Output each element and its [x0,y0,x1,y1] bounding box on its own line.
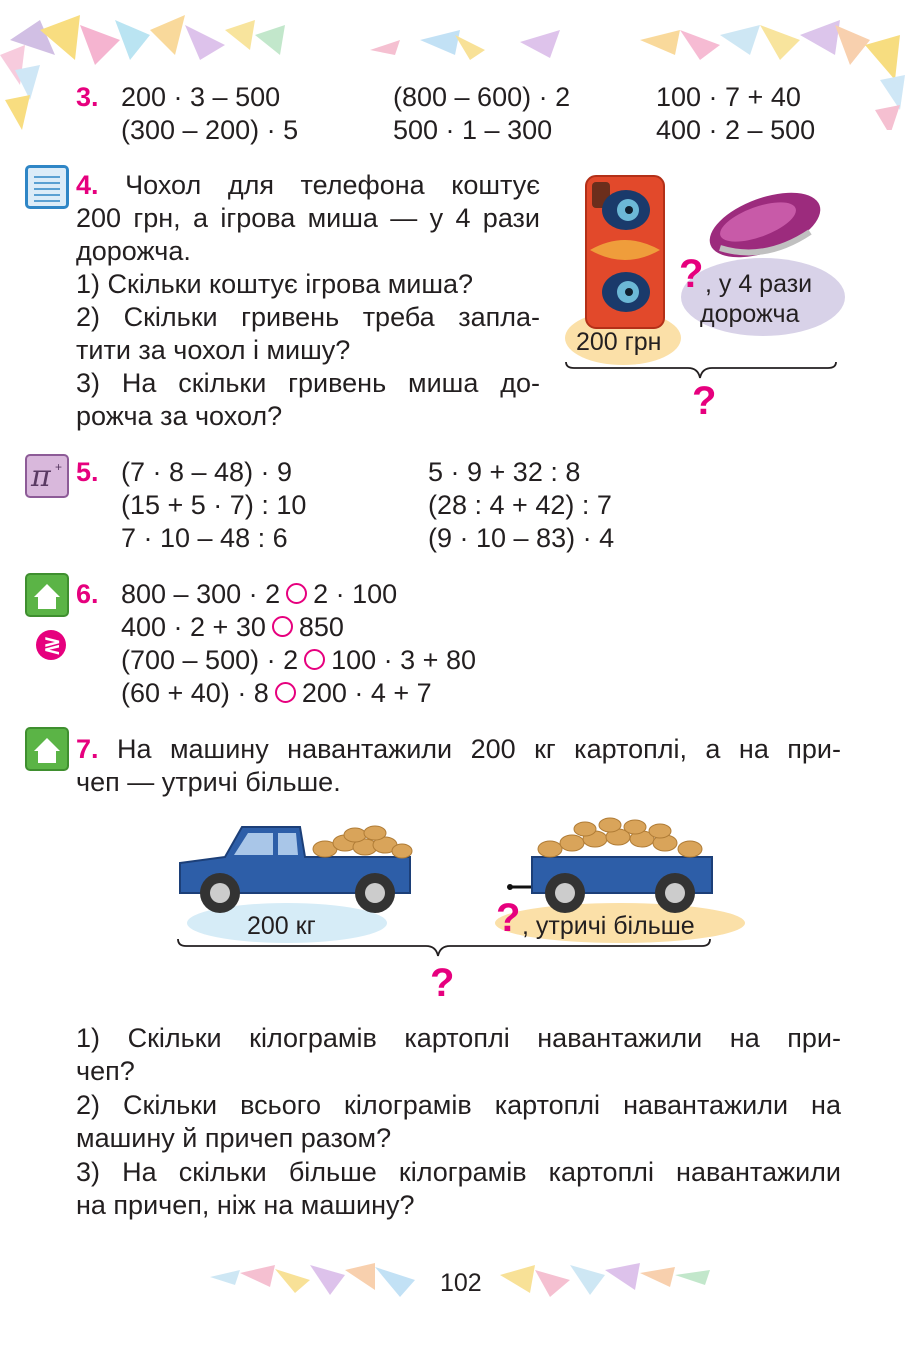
compare-icon: ≷ [36,630,66,660]
comparison-row: 800 – 300 · 2 2 · 100 [121,579,398,609]
expression: (300 – 200) · 5 [121,115,299,145]
page-number: 102 [440,1269,482,1297]
comparison-circle[interactable] [272,616,293,637]
expression: 5 · 9 + 32 : 8 [428,457,581,487]
exercise-number: 5. [76,457,99,487]
problem-line: дорожча. [76,236,191,266]
expression: 7 · 10 – 48 : 6 [121,523,288,553]
mouse-label: , у 4 рази [705,270,813,298]
exercise-number: 3. [76,82,99,112]
comparison-circle[interactable] [286,583,307,604]
mouse-label: дорожча [700,300,800,328]
question-line: машину й причеп разом? [76,1123,392,1153]
comparison-circle[interactable] [275,682,296,703]
comparison-circle[interactable] [304,649,325,670]
expression: 400 · 2 – 500 [656,115,816,145]
comparison-row: (700 – 500) · 2 100 · 3 + 80 [121,645,476,675]
expression: 100 · 7 + 40 [656,82,801,112]
question-line: чеп? [76,1056,135,1086]
home-icon [25,573,69,617]
expression: (28 : 4 + 42) : 7 [428,490,612,520]
question-line: на причеп, ніж на машину? [76,1190,415,1220]
expression: (7 · 8 – 48) · 9 [121,457,293,487]
question-line: 3) На скільки більше кілограмів картоплі навантажили [76,1157,841,1187]
question-line: рожча за чохол? [76,401,283,431]
question-line: тити за чохол і мишу? [76,335,351,365]
expression: (9 · 10 – 83) · 4 [428,523,615,553]
question-mark: ? [430,961,455,1005]
question-line: 1) Скільки коштує ігрова миша? [76,269,474,299]
car-label: 200 кг [247,912,316,940]
question-mark: ? [679,252,704,296]
comparison-row: 400 · 2 + 30 850 [121,612,344,642]
problem-line: 4. Чохол для телефона коштує [76,170,540,200]
home-icon [25,727,69,771]
question-line: 3) На скільки гривень миша до- [76,368,540,398]
question-line: 2) Скільки гривень треба запла- [76,302,540,332]
trailer-label: , утричі більше [522,912,695,940]
expression: 200 · 3 – 500 [121,82,281,112]
expression: 500 · 1 – 300 [393,115,553,145]
price-label: 200 грн [576,328,662,356]
question-line: 1) Скільки кілограмів картоплі навантажили на при- [76,1023,841,1053]
question-line: 2) Скільки всього кілограмів картоплі навантажили на [76,1090,841,1120]
question-mark: ? [692,379,717,423]
problem-line: чеп — утричі більше. [76,767,341,797]
comparison-row: (60 + 40) · 8 200 · 4 + 7 [121,678,432,708]
pi-icon: π + [25,454,69,498]
problem-line: 7. На машину навантажили 200 кг картоплі, а на при- [76,734,841,764]
notebook-icon [25,165,69,209]
exercise-number: 6. [76,579,99,609]
question-mark: ? [496,896,521,940]
expression: (800 – 600) · 2 [393,82,571,112]
problem-line: 200 грн, а ігрова миша — у 4 рази [76,203,540,233]
expression: (15 + 5 · 7) : 10 [121,490,307,520]
